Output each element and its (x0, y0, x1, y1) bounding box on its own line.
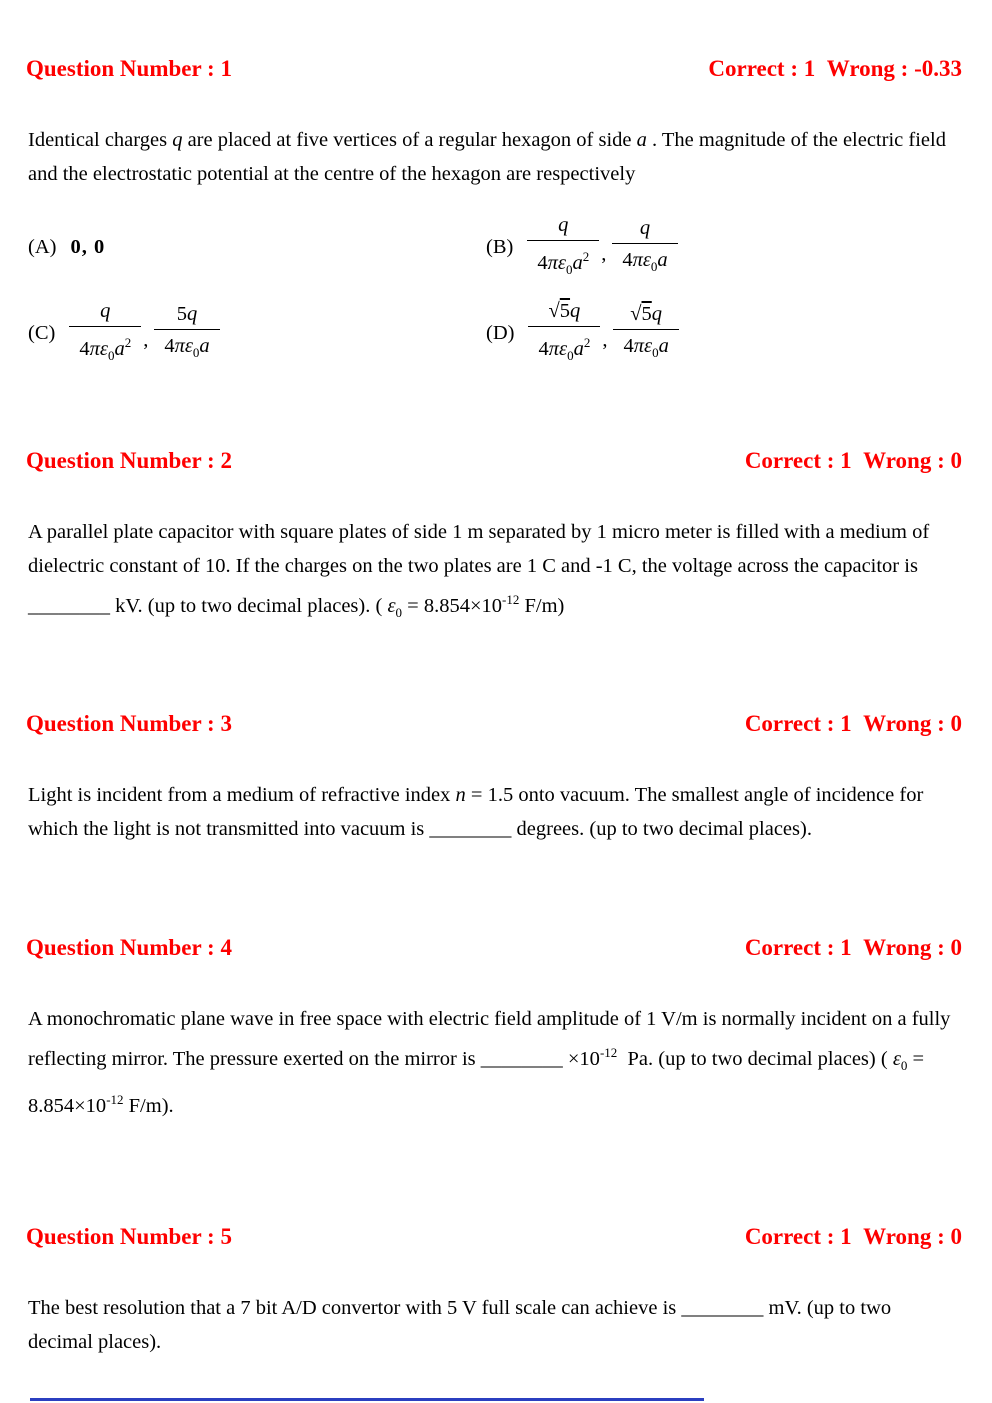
fraction (613, 302, 678, 366)
option-label: (C) (28, 322, 56, 345)
question-4-header (26, 934, 962, 962)
fraction (154, 302, 219, 366)
fraction-denominator: $4\pi\varepsilon_0a^2$ (528, 326, 600, 369)
fraction-denominator: $4\pi\varepsilon_0a$ (154, 329, 219, 366)
question-number-label: Question Number : 4 (26, 934, 232, 960)
fraction-denominator: $4\pi\varepsilon_0a^2$ (69, 326, 141, 369)
fraction-numerator: √5q (548, 299, 581, 322)
option-label: (D) (486, 322, 515, 345)
question-text: The best resolution that a 7 bit A/D convertor with 5 V full scale can achieve is ________ mV. (up to two decimal places). (28, 1296, 892, 1353)
fraction-numerator: q (100, 299, 111, 322)
marks-label: Correct : 1 Wrong : 0 (744, 934, 962, 960)
marks-label: Correct : 1 Wrong : 0 (744, 447, 962, 473)
question-text: A monochromatic plane wave in free space with electric field amplitude of 1 V/m is normally incident on a fully reflecting mirror. The pressure exerted on the mirror is ________ $\times 10^{-12}$ Pa. (up to two decimal places) ( $\varepsilon_0 = 8.854\times 10^{-12}$ F/m). (28, 1007, 951, 1117)
fraction-numerator: q (558, 214, 569, 236)
question-block-4 (26, 934, 962, 1123)
fraction-denominator: $4\pi\varepsilon_0a$ (613, 329, 678, 366)
fraction-numerator: 5q (176, 302, 198, 325)
marks-label: Correct : 1 Wrong : 0 (744, 1223, 962, 1249)
option-label: (B) (486, 236, 514, 259)
question-block-1 (26, 55, 962, 369)
comma-separator: , (602, 329, 608, 352)
fraction-numerator: q (639, 216, 651, 239)
comma-separator: , (143, 329, 149, 352)
option-d (486, 299, 962, 369)
option-a (28, 213, 486, 283)
question-number-label: Question Number : 3 (26, 710, 232, 736)
option-label: (A) (28, 236, 57, 259)
fraction-denominator: $4\pi\varepsilon_0a^2$ (527, 240, 599, 283)
marks-label: Correct : 1 Wrong : 0 (744, 710, 962, 736)
fraction-denominator: $4\pi\varepsilon_0a$ (612, 243, 677, 280)
question-text: Light is incident from a medium of refractive index n = 1.5 onto vacuum. The smallest angle of incidence for which the light is not transmitted into vacuum is ________ degrees. (up to two decimal places). (28, 783, 924, 840)
question-number-label: Question Number : 1 (26, 56, 232, 81)
option-c (28, 299, 486, 369)
option-value: 0, 0 (70, 236, 106, 259)
question-block-2 (26, 447, 962, 630)
question-text: A parallel plate capacitor with square plates of side 1 m separated by 1 micro meter is filled with a medium of dielectric constant of 10. If the charges on the two plates are 1 C and -1 C, the voltage across the capacitor is ________ kV. (up to two decimal places). ( $\varepsilon_0 = 8.854\times 10^{-12}$ F/m) (28, 520, 930, 620)
question-5-header (26, 1223, 962, 1251)
question-number-label: Question Number : 5 (26, 1223, 232, 1249)
comma-separator: , (601, 243, 607, 266)
question-3-header (26, 710, 962, 738)
fraction (528, 299, 600, 369)
option-b (486, 213, 962, 283)
fraction (69, 299, 141, 369)
fraction (527, 213, 599, 283)
question-block-3 (26, 710, 962, 846)
question-block-5 (26, 1223, 962, 1359)
fraction (612, 216, 677, 280)
question-text: Identical charges q are placed at five vertices of a regular hexagon of side a . The magnitude of the electric field and the electrostatic potential at the centre of the hexagon are respectively (28, 129, 946, 185)
marks-label: Correct : 1 Wrong : -0.33 (708, 56, 962, 81)
question-2-header (26, 447, 962, 475)
question-1-header (26, 55, 962, 83)
question-number-label: Question Number : 2 (26, 447, 232, 473)
options-grid (28, 213, 962, 369)
fraction-numerator: √5q (630, 302, 663, 325)
bottom-divider (30, 1398, 704, 1401)
